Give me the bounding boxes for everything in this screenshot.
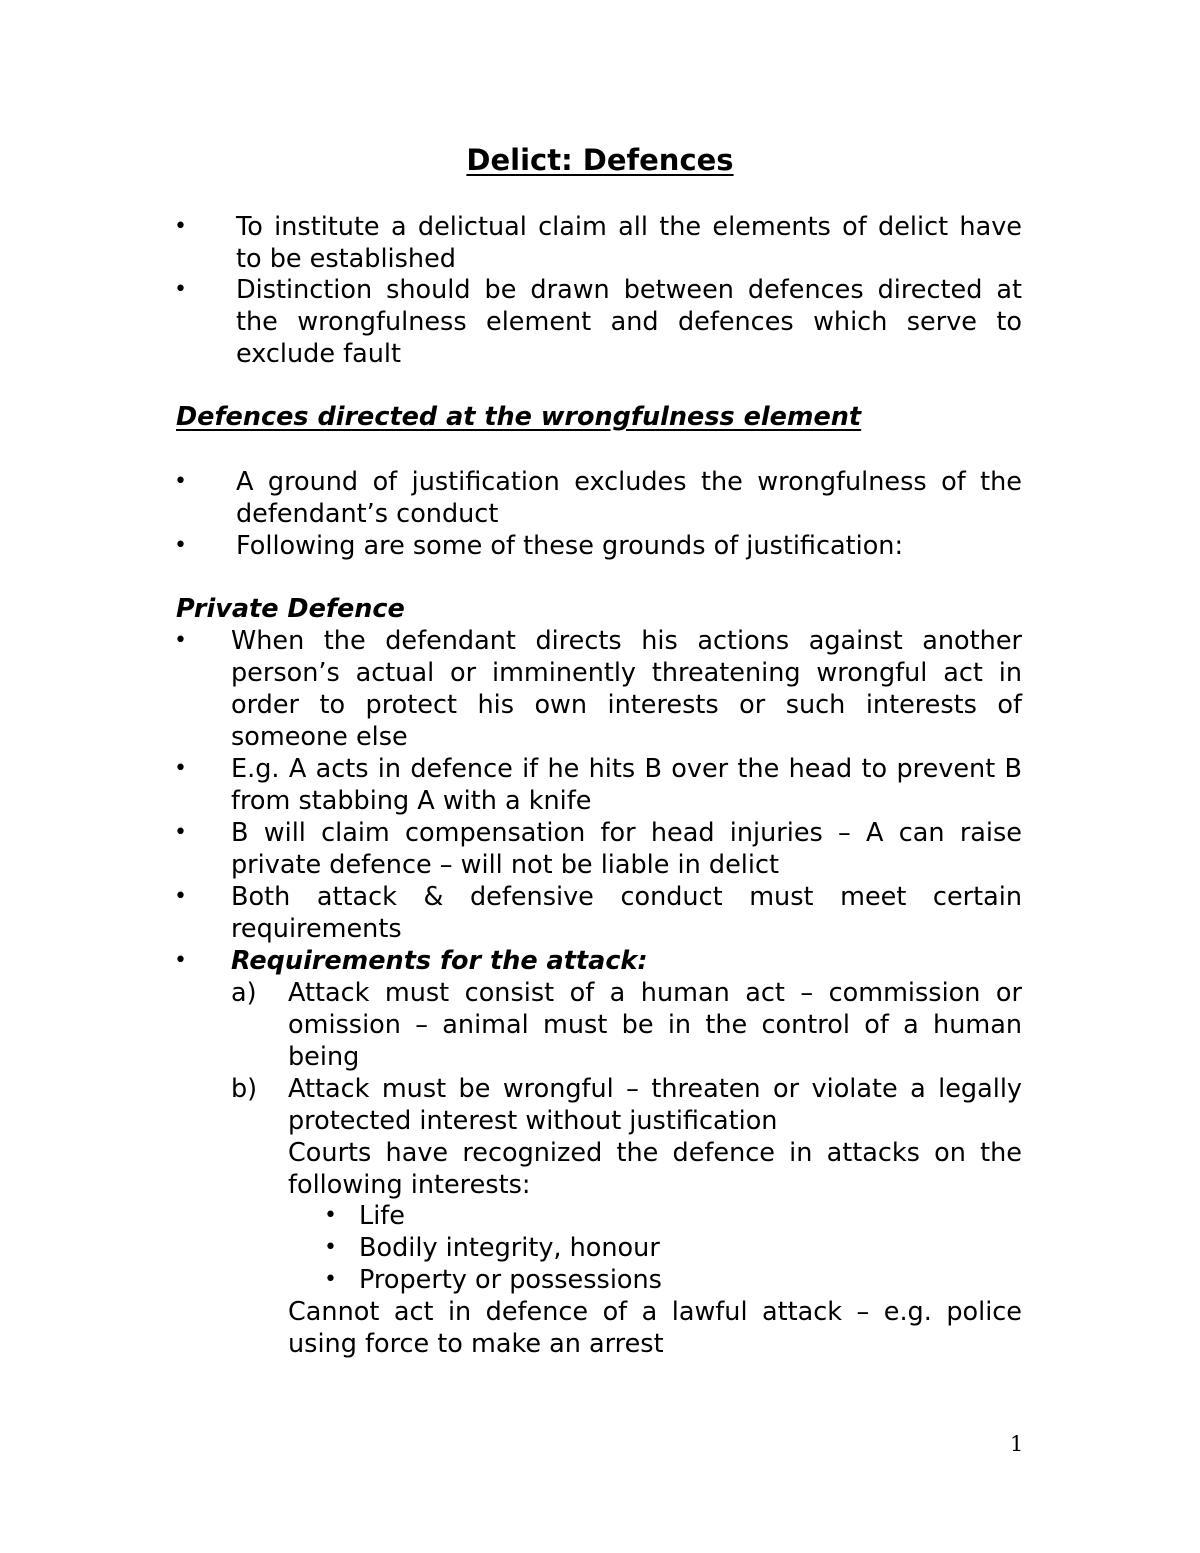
bullet-icon: •	[324, 1235, 337, 1260]
interest-item-2	[324, 1232, 1019, 1264]
private-defence-bullet-2	[174, 753, 1022, 817]
section-bullet-1	[174, 466, 1022, 530]
bullet-icon: •	[174, 277, 187, 302]
interest-text: Bodily integrity, honour	[359, 1233, 660, 1263]
bullet-text: A ground of justification excludes the wrongfulness of the defendant’s conduct	[236, 467, 1022, 529]
bullet-icon: •	[174, 948, 187, 973]
requirement-marker-b: b)	[231, 1074, 258, 1104]
bullet-icon: •	[174, 469, 187, 494]
requirement-text-b: Attack must be wrongful – threaten or violate a legally protected interest without justification	[288, 1074, 1022, 1136]
interest-text: Property or possessions	[359, 1265, 662, 1295]
page-number: 1	[1010, 1432, 1024, 1456]
bullet-text: Both attack & defensive conduct must meet certain requirements	[231, 882, 1022, 944]
interest-text: Life	[359, 1201, 405, 1231]
bullet-icon: •	[174, 628, 187, 653]
section-heading-wrongfulness: Defences directed at the wrongfulness element	[176, 402, 862, 432]
bullet-icon: •	[174, 533, 187, 558]
interest-item-3	[324, 1264, 1019, 1296]
bullet-text: E.g. A acts in defence if he hits B over the head to prevent B from stabbing A with a knife	[231, 754, 1022, 816]
interest-item-1	[324, 1200, 1019, 1232]
courts-text: Courts have recognized the defence in attacks on the following interests:	[288, 1138, 1022, 1200]
requirement-text-a: Attack must consist of a human act – commission or omission – animal must be in the control of a human being	[288, 978, 1022, 1072]
subsection-heading-private-defence: Private Defence	[176, 594, 405, 624]
private-defence-bullet-1	[174, 625, 1022, 753]
bullet-icon: •	[174, 884, 187, 909]
bullet-text: B will claim compensation for head injuries – A can raise private defence – will not be liable in delict	[231, 818, 1022, 880]
bullet-icon: •	[174, 820, 187, 845]
bullet-text: Distinction should be drawn between defences directed at the wrongfulness element and defences which serve to exclude fault	[236, 275, 1022, 369]
bullet-icon: •	[174, 214, 187, 239]
intro-bullet-1	[174, 211, 1022, 275]
requirement-marker-a: a)	[231, 978, 257, 1008]
document-title: Delict: Defences	[466, 143, 734, 177]
bullet-icon: •	[324, 1203, 337, 1228]
requirements-bullet	[174, 945, 1022, 977]
bullet-icon: •	[324, 1267, 337, 1292]
requirements-heading: Requirements for the attack:	[231, 946, 648, 976]
private-defence-bullet-4	[174, 881, 1022, 945]
bullet-text: When the defendant directs his actions against another person’s actual or imminently threatening wrongful act in order to protect his own interests or such interests of someone else	[231, 626, 1022, 752]
intro-bullet-2	[174, 274, 1022, 370]
section-bullet-2	[174, 530, 1022, 562]
lawful-attack-text: Cannot act in defence of a lawful attack – e.g. police using force to make an arrest	[288, 1297, 1022, 1359]
bullet-text: Following are some of these grounds of justification:	[236, 531, 904, 561]
bullet-icon: •	[174, 756, 187, 781]
private-defence-bullet-3	[174, 817, 1022, 881]
bullet-text: To institute a delictual claim all the elements of delict have to be established	[236, 212, 1022, 274]
